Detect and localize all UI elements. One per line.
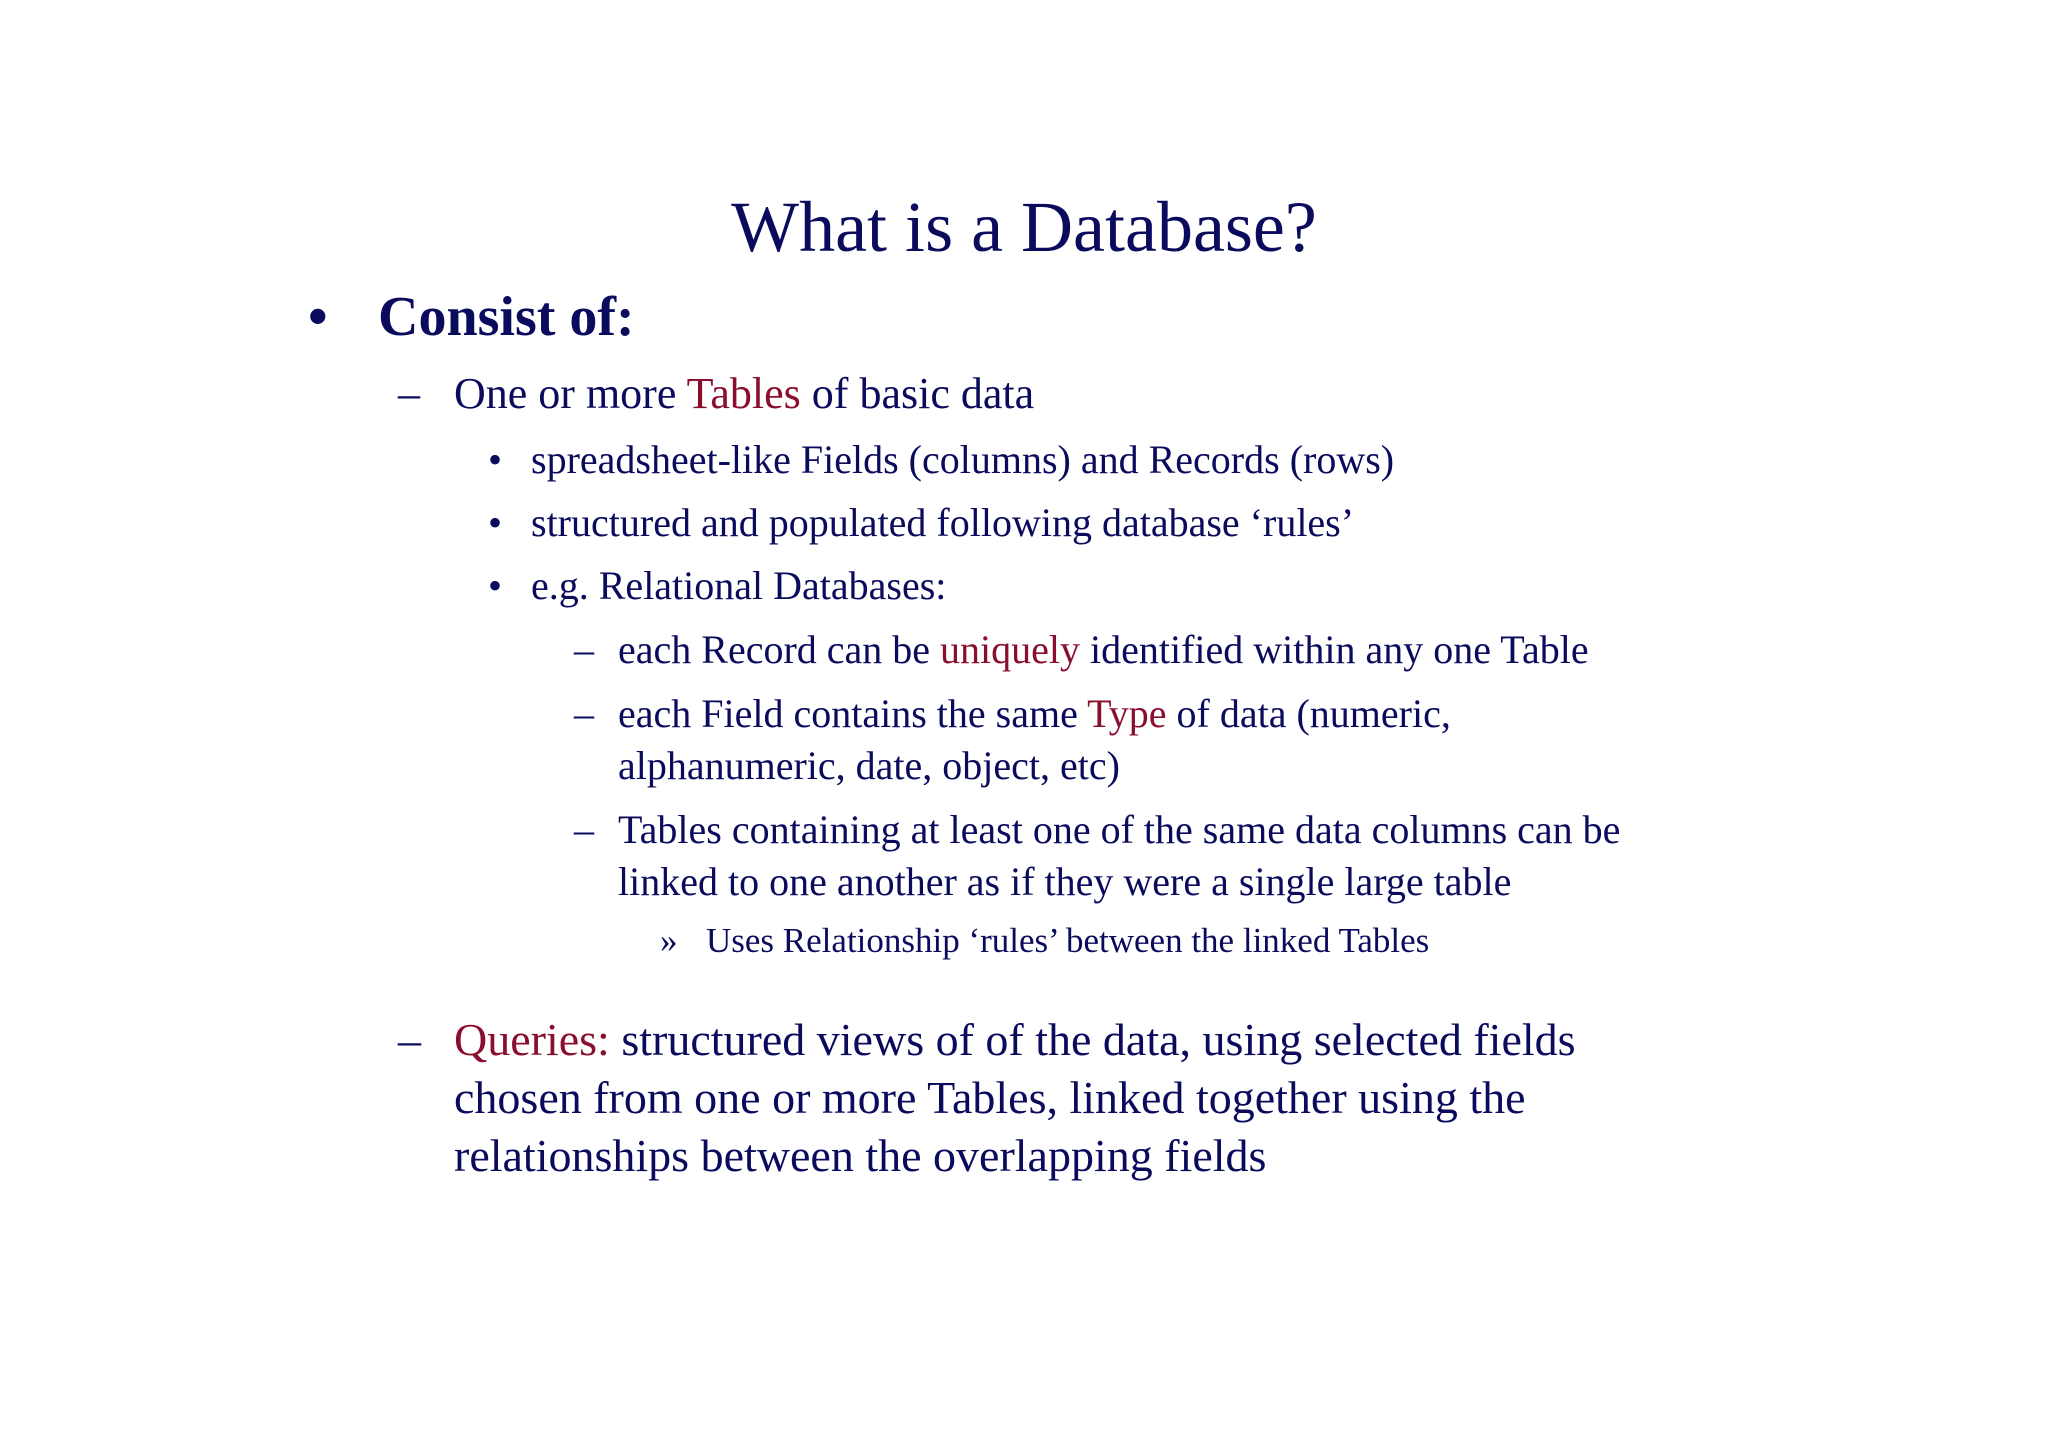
dash-marker: – <box>398 369 420 418</box>
relational-item-linking: Tables containing at least one of the same data columns can be <box>618 807 1621 852</box>
consist-of-heading: Consist of: <box>378 286 635 348</box>
record-highlight: uniquely <box>940 627 1081 672</box>
field-before: each Field contains the same <box>618 691 1088 736</box>
bullet-marker: • <box>308 286 328 348</box>
relationship-rule-item: Uses Relationship ‘rules’ between the linked Tables <box>706 921 1430 960</box>
bullet-marker: • <box>488 437 503 482</box>
relational-item-linking-line2: linked to one another as if they were a single large table <box>618 859 1512 904</box>
record-after: identified within any one Table <box>1080 627 1589 672</box>
relational-item-field <box>618 690 1451 738</box>
sub-item-fields-records: spreadsheet-like Fields (columns) and Records (rows) <box>531 437 1395 482</box>
record-before: each Record can be <box>618 627 941 672</box>
queries-item <box>454 1011 1576 1069</box>
dash-marker: – <box>574 807 594 852</box>
queries-line2: chosen from one or more Tables, linked together using the <box>454 1072 1526 1123</box>
queries-highlight: Queries: <box>454 1014 610 1065</box>
field-highlight: Type <box>1087 691 1167 736</box>
dash-marker: – <box>398 1014 421 1065</box>
relational-item-record <box>618 626 1589 674</box>
dash-marker: – <box>574 691 594 736</box>
bullet-marker: • <box>488 563 503 608</box>
queries-line3: relationships between the overlapping fields <box>454 1130 1267 1181</box>
tables-item <box>454 368 1034 420</box>
sub-item-rules: structured and populated following database ‘rules’ <box>531 500 1355 545</box>
bullet-marker: • <box>488 500 503 545</box>
queries-line1: structured views of of the data, using selected fields <box>609 1014 1576 1065</box>
slide-title: What is a Database? <box>731 187 1317 267</box>
relational-item-field-line2: alphanumeric, date, object, etc) <box>618 743 1120 788</box>
tables-item-after: of basic data <box>800 369 1035 418</box>
guillemet-marker: » <box>660 921 678 960</box>
sub-item-relational: e.g. Relational Databases: <box>531 563 947 608</box>
field-after: of data (numeric, <box>1166 691 1451 736</box>
tables-item-highlight: Tables <box>686 369 801 418</box>
tables-item-before: One or more <box>454 369 687 418</box>
dash-marker: – <box>574 627 594 672</box>
